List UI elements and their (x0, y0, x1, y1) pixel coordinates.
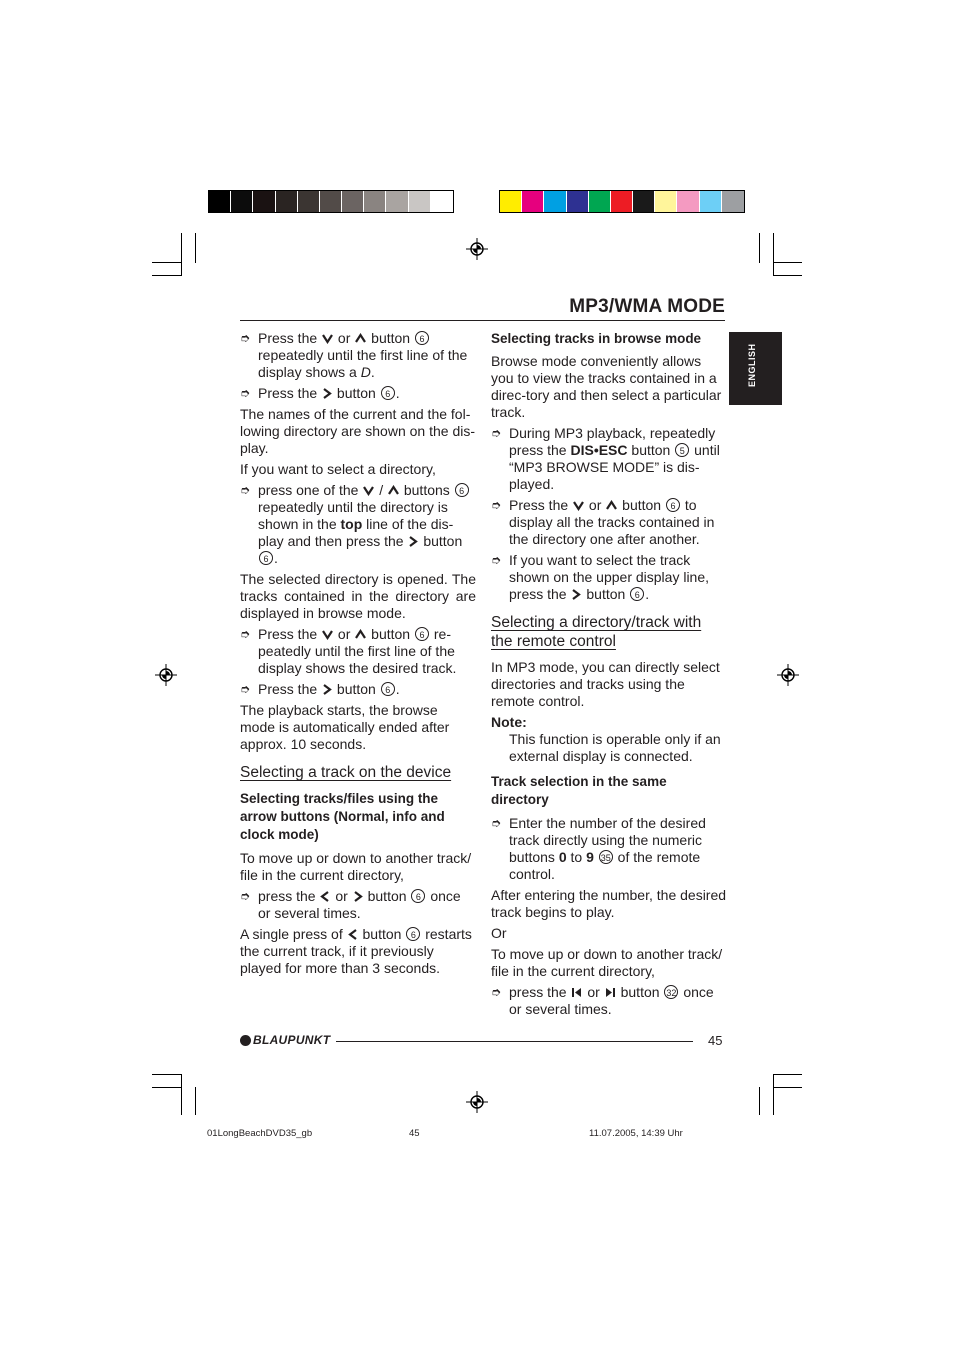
text: buttons (403, 482, 450, 498)
crop-mark (759, 1087, 760, 1115)
paragraph: The names of the current and the fol-lowing directory are shown on the dis-play. (240, 406, 476, 456)
crop-mark (152, 1087, 181, 1088)
color-swatch (589, 191, 611, 212)
right-column (491, 330, 727, 1022)
registration-mark-icon (466, 1091, 488, 1113)
text: . (395, 681, 400, 697)
callout-number: 6 (406, 927, 420, 941)
subsection-heading: Track selection in the same directory (491, 774, 667, 807)
text: once or several times. (509, 984, 714, 1017)
logo-dot-icon (240, 1035, 251, 1046)
crop-mark (773, 1074, 774, 1115)
callout-number: 6 (259, 551, 273, 565)
arrow-bullet-icon: ➮ (491, 816, 502, 830)
text: button (362, 926, 402, 942)
callout-number: 6 (666, 498, 680, 512)
text: or (337, 330, 351, 346)
text: or (337, 626, 351, 642)
chevron-right-icon (571, 589, 581, 600)
slug-date: 11.07.2005, 14:39 Uhr (589, 1128, 683, 1139)
chevron-down-icon (322, 629, 333, 640)
text: button (586, 586, 626, 602)
note-label (491, 714, 727, 731)
text: If you want to select the track shown on the upper display line, press the (509, 552, 710, 602)
section-heading: Selecting a track on the device (240, 764, 452, 781)
color-swatch (700, 191, 722, 212)
list-item (491, 815, 727, 883)
left-column (240, 330, 476, 981)
color-swatch (209, 191, 231, 212)
note-body: This function is operable only if an external display is connected. (509, 731, 721, 764)
color-swatch (409, 191, 431, 212)
list-item (240, 626, 476, 677)
color-swatch (320, 191, 342, 212)
registration-mark-icon (466, 238, 488, 260)
text: button (620, 984, 660, 1000)
language-tab (729, 332, 782, 405)
chevron-up-icon (388, 485, 399, 496)
list-item (240, 888, 476, 922)
arrow-bullet-icon: ➮ (240, 483, 251, 497)
callout-number: 6 (381, 682, 395, 696)
crop-mark (181, 1074, 182, 1115)
text: Press the (258, 626, 318, 642)
text: once or several times. (258, 888, 461, 921)
callout-number: 6 (411, 889, 425, 903)
color-swatch (298, 191, 320, 212)
crop-mark (195, 1087, 196, 1115)
grayscale-color-bar (208, 190, 454, 213)
text: restarts the current track, if it previously played for more than 3 seconds. (240, 926, 472, 976)
arrow-bullet-icon: ➮ (240, 331, 251, 345)
callout-number: 6 (455, 483, 469, 497)
crop-mark (773, 262, 802, 263)
brand-name: BLAUPUNKT (253, 1033, 331, 1047)
crop-mark (152, 262, 181, 263)
arrow-bullet-icon: ➮ (491, 498, 502, 512)
list-item (491, 552, 727, 603)
text: . (395, 385, 400, 401)
callout-number: 5 (675, 443, 689, 457)
text: . (645, 586, 650, 602)
arrow-bullet-icon: ➮ (240, 627, 251, 641)
color-swatch (522, 191, 544, 212)
text: button (423, 533, 463, 549)
slug-page: 45 (409, 1128, 420, 1139)
color-swatch (611, 191, 633, 212)
registration-mark-icon (155, 664, 177, 686)
callout-number: 6 (630, 587, 644, 601)
text: Press the (258, 330, 318, 346)
text: Enter the number of the desired track directly using the numeric buttons (509, 815, 706, 865)
callout-number: 32 (664, 985, 678, 999)
color-swatch (364, 191, 386, 212)
color-swatch (253, 191, 275, 212)
list-item (491, 497, 727, 548)
chevron-right-icon (322, 684, 332, 695)
callout-number: 35 (599, 850, 613, 864)
text: press one of the (258, 482, 359, 498)
text: top (340, 516, 363, 532)
color-swatch (276, 191, 298, 212)
paragraph: After entering the number, the desired track begins to play. (491, 887, 727, 920)
text: button (622, 497, 662, 513)
arrow-bullet-icon: ➮ (240, 889, 251, 903)
color-swatch (544, 191, 566, 212)
text: D (360, 364, 371, 380)
arrow-bullet-icon: ➮ (491, 553, 502, 567)
slug-filename: 01LongBeachDVD35_gb (207, 1128, 313, 1139)
paragraph: To move up or down to another track/ file in the current directory, (491, 946, 723, 979)
chevron-right-icon (408, 536, 418, 547)
text: button (371, 626, 411, 642)
paragraph: Browse mode conveniently allows you to view the tracks contained in a direc-tory and then select a particular track. (491, 353, 722, 420)
list-item (240, 385, 476, 402)
color-swatch (677, 191, 699, 212)
text: button (367, 888, 407, 904)
process-color-bar (499, 190, 745, 213)
chevron-down-icon (322, 333, 333, 344)
color-swatch (386, 191, 408, 212)
arrow-bullet-icon: ➮ (491, 985, 502, 999)
text: 9 (586, 849, 594, 865)
chevron-down-icon (363, 485, 374, 496)
title-rule (240, 320, 725, 321)
list-item (491, 984, 727, 1018)
color-swatch (655, 191, 677, 212)
text: or (587, 984, 600, 1000)
callout-number: 6 (415, 627, 429, 641)
text: to display all the tracks contained in the directory one after another. (509, 497, 715, 547)
skip-back-icon (571, 987, 582, 998)
skip-forward-icon (605, 987, 616, 998)
text: line of the dis-play and then press the (258, 516, 454, 549)
subsection-heading: Selecting tracks in browse mode (491, 331, 702, 346)
arrow-bullet-icon: ➮ (240, 682, 251, 696)
language-tab-label: ENGLISH (747, 343, 757, 387)
list-item (240, 681, 476, 698)
callout-number: 6 (415, 331, 429, 345)
arrow-bullet-icon: ➮ (491, 426, 502, 440)
text: until “MP3 BROWSE MODE” is dis-played. (509, 442, 720, 492)
section-heading: Selecting a directory/track with the remote control (491, 614, 702, 650)
crop-mark (773, 233, 774, 276)
crop-mark (773, 275, 802, 276)
color-swatch (342, 191, 364, 212)
paragraph (240, 926, 476, 977)
chevron-left-icon (320, 891, 330, 902)
text: Press the (509, 497, 569, 513)
subsection-heading: Selecting tracks/files using the arrow buttons (Normal, info and clock mode) (240, 791, 445, 842)
text: button (336, 385, 376, 401)
arrow-bullet-icon: ➮ (240, 386, 251, 400)
text: repeatedly until the first line of the display shows a (258, 347, 468, 380)
text: Note: (491, 714, 527, 730)
crop-mark (152, 1074, 181, 1075)
crop-mark (152, 275, 181, 276)
chevron-up-icon (355, 333, 366, 344)
text: repeatedly until the directory is shown in the (258, 499, 448, 532)
text: button (371, 330, 411, 346)
color-swatch (231, 191, 253, 212)
text: A single press of (240, 926, 343, 942)
paragraph: The playback starts, the browse mode is automatically ended after approx. 10 seconds. (240, 702, 450, 752)
list-item (240, 330, 476, 381)
list-item (491, 425, 727, 493)
chevron-right-icon (322, 388, 332, 399)
text: Press the (258, 681, 318, 697)
text: Press the (258, 385, 318, 401)
color-swatch (633, 191, 655, 212)
text: button (336, 681, 376, 697)
text: press the (509, 984, 567, 1000)
text: re-peatedly until the first line of the display shows the desired track. (258, 626, 457, 676)
chevron-left-icon (348, 929, 358, 940)
crop-mark (773, 1074, 802, 1075)
chevron-down-icon (573, 500, 584, 511)
text: or (588, 497, 602, 513)
crop-mark (773, 1087, 802, 1088)
paragraph: To move up or down to another track/ file in the current directory, (240, 850, 472, 883)
registration-mark-icon (777, 664, 799, 686)
paragraph: Or (491, 925, 507, 941)
callout-number: 6 (381, 386, 395, 400)
brand-logo (240, 1033, 330, 1047)
chevron-up-icon (355, 629, 366, 640)
page-title: MP3/WMA MODE (569, 296, 725, 317)
footer-rule (336, 1041, 693, 1042)
list-item (240, 482, 476, 567)
crop-mark (195, 233, 196, 263)
color-swatch (722, 191, 744, 212)
paragraph: The selected directory is opened. The tracks contained in the directory are displayed in browse mode. (240, 571, 476, 621)
text: . (274, 550, 278, 566)
text: or (335, 888, 348, 904)
color-swatch (500, 191, 522, 212)
text: to (570, 849, 583, 865)
text: DIS•ESC (570, 442, 628, 458)
text: button (631, 442, 671, 458)
crop-mark (181, 233, 182, 276)
paragraph: If you want to select a directory, (240, 461, 436, 477)
color-swatch (567, 191, 589, 212)
crop-mark (759, 233, 760, 263)
color-swatch (431, 191, 453, 212)
text: of the remote control. (509, 849, 701, 882)
paragraph: In MP3 mode, you can directly select directories and tracks using the remote control. (491, 659, 720, 709)
text: / (379, 482, 384, 498)
text: . (370, 364, 375, 380)
chevron-up-icon (606, 500, 617, 511)
text: press the (258, 888, 316, 904)
page-number: 45 (708, 1033, 723, 1048)
chevron-right-icon (353, 891, 363, 902)
text: During MP3 playback, repeatedly press the (509, 425, 716, 458)
text: 0 (558, 849, 567, 865)
